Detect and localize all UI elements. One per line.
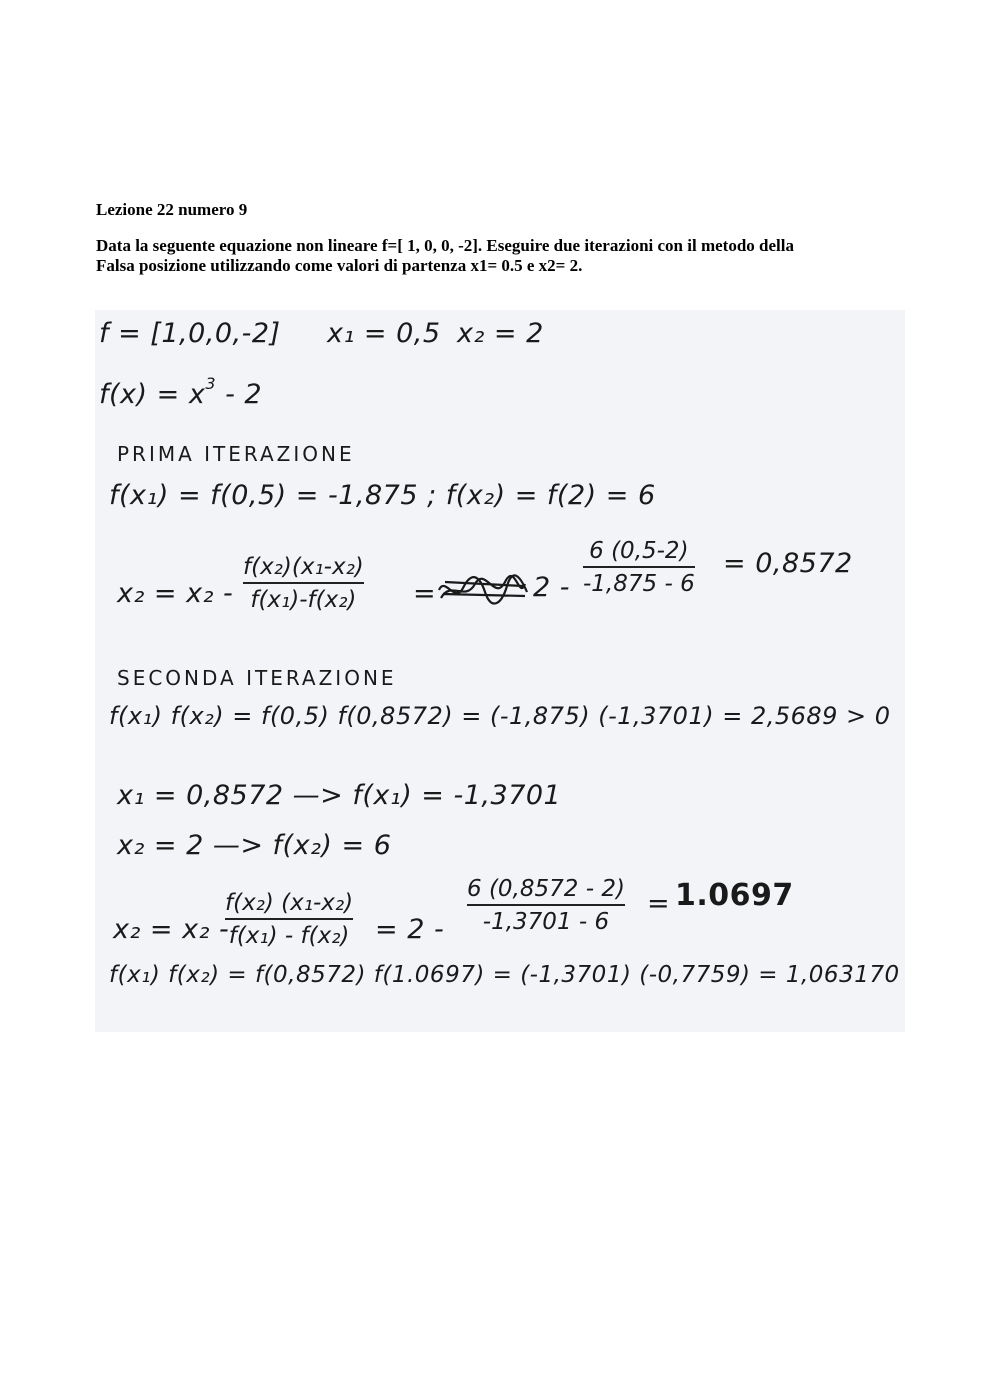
iteration1-result: = 0,8572 (723, 548, 853, 579)
function-definition: $f(x) = x^3 - 2$ (99, 374, 263, 410)
sign-check-2: f(x₁) f(x₂) = f(0,8572) f(1.0697) = (-1,3701) (-0,7759) = 1,063170 (109, 962, 900, 988)
iteration2-numeric-fraction (467, 876, 625, 935)
iteration1-numeric-fraction (583, 538, 695, 597)
iteration1-denominator: f(x₁)-f(x₂) (250, 587, 357, 613)
first-iteration-heading: PRIMA ITERAZIONE (117, 442, 355, 466)
iteration2-fraction (225, 890, 353, 949)
iteration2-denominator: f(x₁) - f(x₂) (228, 923, 350, 949)
iteration1-numeric-denominator: -1,875 - 6 (583, 571, 695, 597)
iteration1-lhs: x₂ = x₂ - (117, 578, 234, 609)
iteration2-result: 1.0697 (675, 878, 794, 913)
iteration2-numeric-denominator: -1,3701 - 6 (482, 909, 610, 935)
iteration2-numerator: f(x₂) (x₁-x₂) (225, 890, 354, 916)
handwritten-solution-scan (95, 310, 905, 1032)
iteration2-numeric-numerator: 6 (0,8572 - 2) (467, 876, 625, 902)
function-coefficients: f = [1,0,0,-2] (99, 318, 281, 349)
iteration2-two-minus: = 2 - (375, 914, 445, 945)
iteration1-numerator: f(x₂)(x₁-x₂) (243, 554, 364, 580)
iteration2-equals: = (647, 888, 671, 919)
iteration1-fraction (243, 554, 364, 613)
iteration1-numeric-numerator: 6 (0,5-2) (589, 538, 689, 564)
lesson-title: Lezione 22 numero 9 (96, 200, 248, 219)
exercise-prompt: Data la seguente equazione non lineare f=[ 1, 0, 0, -2]. Eseguire due iterazioni con il metodo della Falsa posizione utilizzando come valori di partenza x1= 0.5 e x2= 2. (96, 236, 794, 275)
crossed-out-scribble (435, 572, 531, 608)
initial-x1: x₁ = 0,5 (327, 318, 441, 349)
second-iteration-heading: SECONDA ITERAZIONE (117, 666, 397, 690)
initial-evaluations: f(x₁) = f(0,5) = -1,875 ; f(x₂) = f(2) = 6 (109, 480, 656, 511)
iteration1-two-minus: 2 - (533, 572, 571, 603)
new-x2-line: x₂ = 2 —> f(x₂) = 6 (117, 830, 392, 861)
iteration2-lhs: x₂ = x₂ - (113, 914, 230, 945)
sign-check-1: f(x₁) f(x₂) = f(0,5) f(0,8572) = (-1,875) (-1,3701) = 2,5689 > 0 (109, 702, 891, 730)
initial-x2: x₂ = 2 (457, 318, 544, 349)
iteration1-equals: = (413, 578, 437, 609)
new-x1-line: x₁ = 0,8572 —> f(x₁) = -1,3701 (117, 780, 562, 811)
